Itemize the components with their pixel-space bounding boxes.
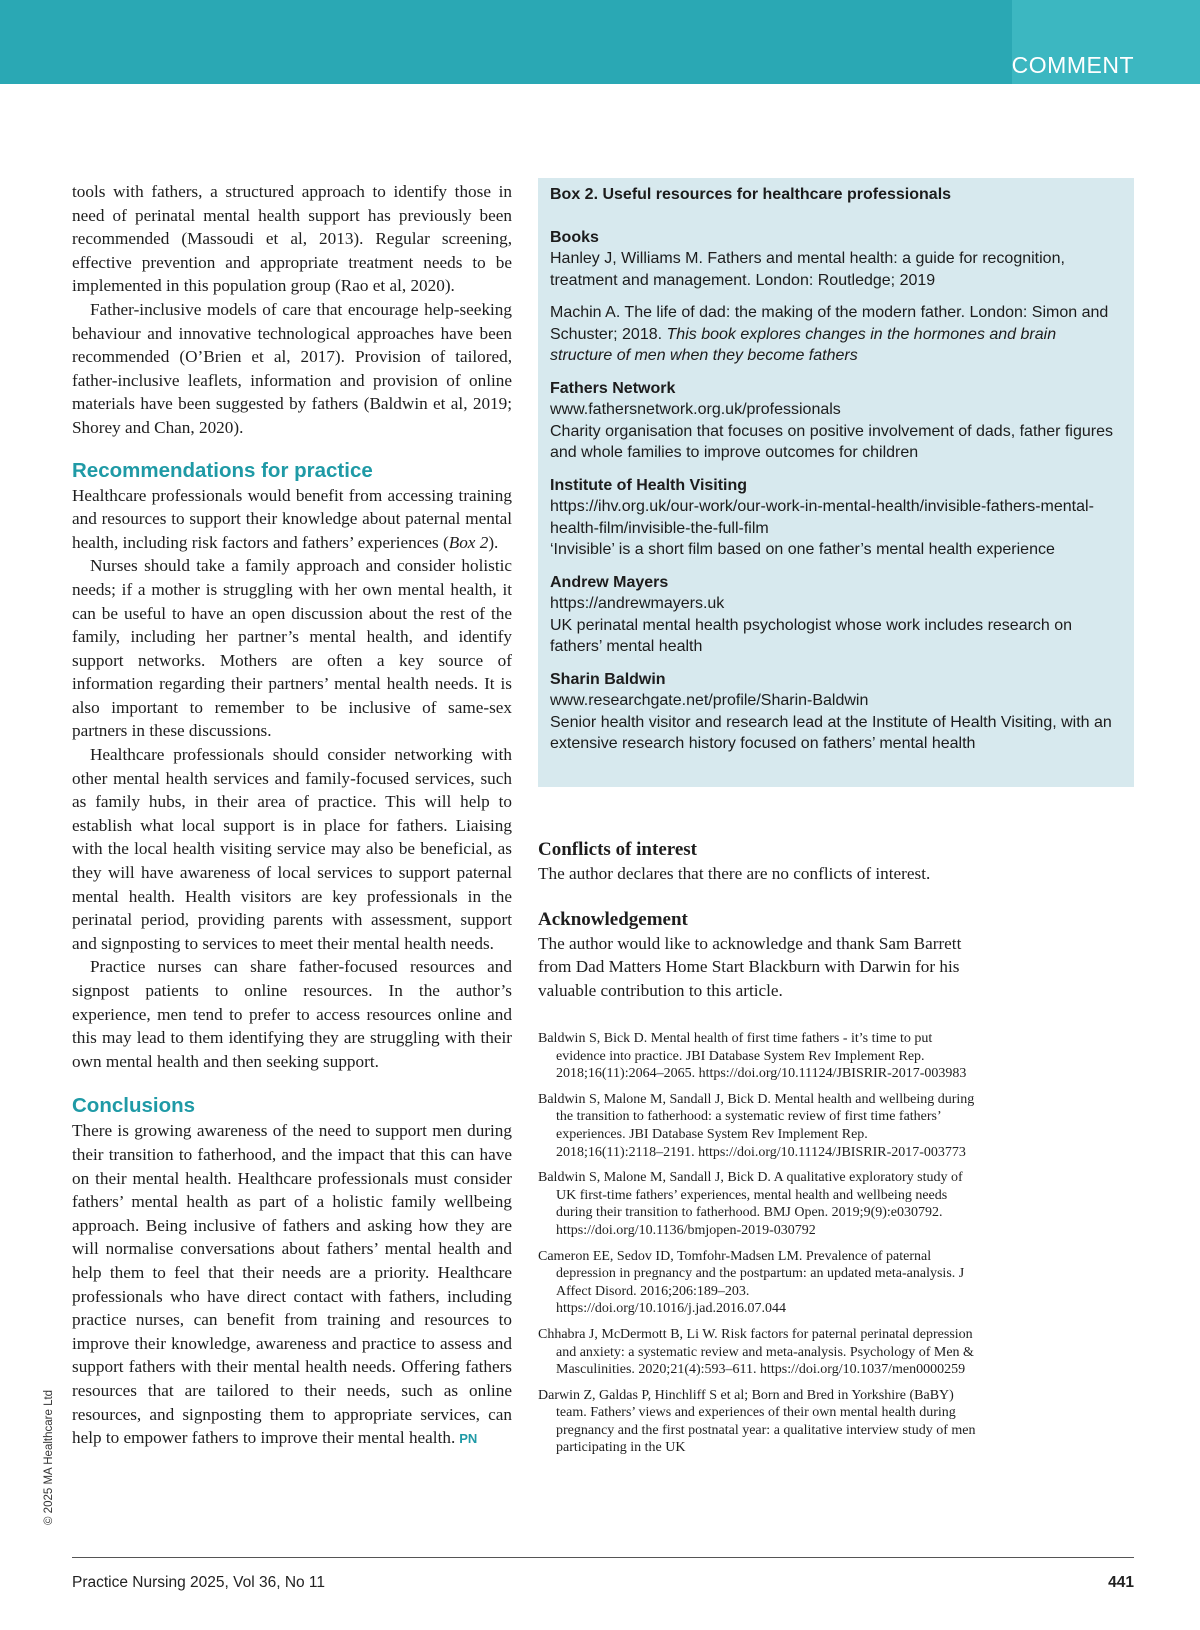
- books-heading: Books: [550, 228, 599, 246]
- resource-link[interactable]: www.researchgate.net/profile/Sharin-Baldwin: [550, 692, 869, 709]
- resource-link[interactable]: https://ihv.org.uk/our-work/our-work-in-mental-health/invisible-fathers-mental-health-film/invisible-the-full-film: [550, 498, 1094, 537]
- conflicts-heading: Conflicts of interest: [538, 839, 698, 860]
- text-run: ).: [488, 532, 499, 552]
- section-label: COMMENT: [1011, 52, 1134, 78]
- resource-item: [550, 669, 1122, 755]
- footer-divider: [72, 1557, 1134, 1558]
- text-run: There is growing awareness of the need to support men during their transition to fatherhood, and the impact that this can have on their mental health. Healthcare professionals must consider fathers’ mental health as part of a holistic family wellbeing approach. Being inclusive of fathers and asking how they are will normalise conversations about fathers’ mental health and help them to feel that their needs are a priority. Healthcare professionals who have direct contact with fathers, including practice nurses, can benefit from training and resources to improve their knowledge, awareness and practice to assess and support fathers with their mental health needs. Offering fathers resources that are tailored to their needs, such as online resources, and signposting them to appropriate services, can help to empower fathers to improve their mental health.: [72, 1121, 512, 1448]
- declarations-column: [538, 838, 988, 1002]
- journal-citation: Practice Nursing 2025, Vol 36, No 11: [72, 1574, 326, 1591]
- resource-link[interactable]: https://andrewmayers.uk: [550, 595, 725, 612]
- resource-link[interactable]: www.fathersnetwork.org.uk/professionals: [550, 401, 841, 418]
- reference-item: Baldwin S, Malone M, Sandall J, Bick D. A qualitative exploratory study of UK first-time fathers’ experiences, mental health and wellbeing needs during their transition to fatherhood. BMJ Open. 2019;9(9):e030792. https://doi.org/10.1136/bmjopen-2019-030792: [538, 1170, 963, 1238]
- resource-name: Sharin Baldwin: [550, 670, 666, 688]
- resource-name: Fathers Network: [550, 379, 676, 397]
- header-bar: [0, 0, 1200, 84]
- page-number: 441: [1108, 1574, 1134, 1591]
- resource-description: ‘Invisible’ is a short film based on one father’s mental health experience: [550, 541, 1055, 558]
- body-paragraph: [72, 484, 512, 555]
- text-run: Healthcare professionals would benefit from accessing training and resources to support their knowledge about paternal mental health, including risk factors and fathers’ experiences (: [72, 485, 512, 552]
- book-note: This book explores changes in the hormones and brain structure of men when they become fathers: [550, 325, 1057, 364]
- body-paragraph: Father-inclusive models of care that encourage help-seeking behaviour and innovative technological approaches have been recommended (O’Brien et al, 2017). Provision of tailored, father-inclusive leaflets, information and provision of online materials have been suggested by fathers (Baldwin et al, 2019; Shorey and Chan, 2020).: [72, 299, 512, 437]
- conclusions-heading: Conclusions: [72, 1094, 196, 1118]
- resource-item: [550, 475, 1122, 561]
- acknowledgement-heading: Acknowledgement: [538, 908, 688, 930]
- book-entry: [550, 302, 1122, 367]
- resource-item: [550, 572, 1122, 658]
- body-paragraph: Nurses should take a family approach and consider holistic needs; if a mother is struggling with her own mental health, it can be useful to have an open discussion about the rest of the family, including her partner’s mental health, and identify support networks. Mothers are often a key source of information regarding their partners’ mental health needs. It is also important to remember to be inclusive of same-sex partners in these discussions.: [72, 556, 512, 741]
- reference-item: Darwin Z, Galdas P, Hinchliff S et al; Born and Bred in Yorkshire (BaBY) team. Fathers’ views and experiences of their own mental health during pregnancy and the first postnatal year: a qualitative interview study of men participating in the UK: [538, 1387, 976, 1456]
- resource-item: [550, 378, 1122, 464]
- reference-item: Cameron EE, Sedov ID, Tomfohr-Madsen LM. Prevalence of paternal depression in pregnancy and the postpartum: an updated meta-analysis. J Affect Disord. 2016;206:189–203. https://doi.org/10.1016/j.jad.2016.07.044: [538, 1248, 965, 1317]
- reference-item: Baldwin S, Bick D. Mental health of first time fathers - it’s time to put evidence into practice. JBI Database System Rev Implement Rep. 2018;16(11):2064–2065. https://doi.org/10.11124/JBISRIR-2017-003983: [538, 1031, 967, 1082]
- resource-description: Senior health visitor and research lead at the Institute of Health Visiting, with an extensive research history focused on fathers’ mental health: [550, 713, 1112, 752]
- book-entry: Hanley J, Williams M. Fathers and mental health: a guide for recognition, treatment and management. London: Routledge; 2019: [550, 250, 1065, 289]
- body-paragraph: Healthcare professionals should consider networking with other mental health services and family-focused services, such as family hubs, in their area of practice. This will help to establish what local support is in place for fathers. Liaising with the local health visiting service may also be beneficial, as they will have awareness of local services to support paternal mental health. Health visitors are key professionals in the perinatal period, providing parents with assessment, support and signposting to services to meet their mental health needs.: [72, 745, 512, 953]
- acknowledgement-text: The author would like to acknowledge and thank Sam Barrett from Dad Matters Home Start Blackburn with Darwin for his valuable contribution to this article.: [538, 933, 962, 1000]
- reference-item: Chhabra J, McDermott B, Li W. Risk factors for paternal perinatal depression and anxiety: a systematic review and meta-analysis. Psychology of Men & Masculinities. 2020;21(4):593–611. https://doi.org/10.1037/men0000259: [538, 1326, 974, 1378]
- copyright-notice: © 2025 MA Healthcare Ltd: [43, 1389, 55, 1525]
- conflicts-text: The author declares that there are no conflicts of interest.: [538, 864, 931, 883]
- books-section: [550, 227, 1122, 292]
- resource-description: UK perinatal mental health psychologist whose work includes research on fathers’ mental health: [550, 616, 1073, 655]
- resource-name: Andrew Mayers: [550, 573, 669, 591]
- body-paragraph: Practice nurses can share father-focused resources and signpost patients to online resources. In the author’s experience, men tend to prefer to access resources online and this may lead to them identifying they are struggling with their own mental health and then seeking support.: [72, 957, 512, 1071]
- resources-box: [538, 178, 1134, 787]
- body-paragraph: tools with fathers, a structured approach to identify those in need of perinatal mental health support has previously been recommended (Massoudi et al, 2013). Regular screening, effective prevention and appropriate treatment needs to be implemented in this population group (Rao et al, 2020).: [72, 182, 512, 296]
- reference-item: Baldwin S, Malone M, Sandall J, Bick D. Mental health and wellbeing during the transition to fatherhood: a systematic review of first time fathers’ experiences. JBI Database System Rev Implement Rep. 2018;16(11):2118–2191. https://doi.org/10.11124/JBISRIR-2017-003773: [538, 1091, 975, 1160]
- body-paragraph: [72, 1119, 512, 1450]
- box-title: Box 2. Useful resources for healthcare professionals: [550, 186, 952, 203]
- left-column: [72, 180, 512, 1451]
- book-citation: Machin A. The life of dad: the making of the modern father. London: Simon and Schuster; 2018.: [550, 304, 1109, 343]
- resource-description: Charity organisation that focuses on positive involvement of dads, father figures and whole families to improve outcomes for children: [550, 422, 1113, 461]
- recommendations-heading: Recommendations for practice: [72, 458, 373, 482]
- box-reference: Box 2: [448, 532, 489, 552]
- reference-list: [538, 1030, 978, 1465]
- end-mark: PN: [459, 1431, 478, 1447]
- resource-name: Institute of Health Visiting: [550, 476, 748, 494]
